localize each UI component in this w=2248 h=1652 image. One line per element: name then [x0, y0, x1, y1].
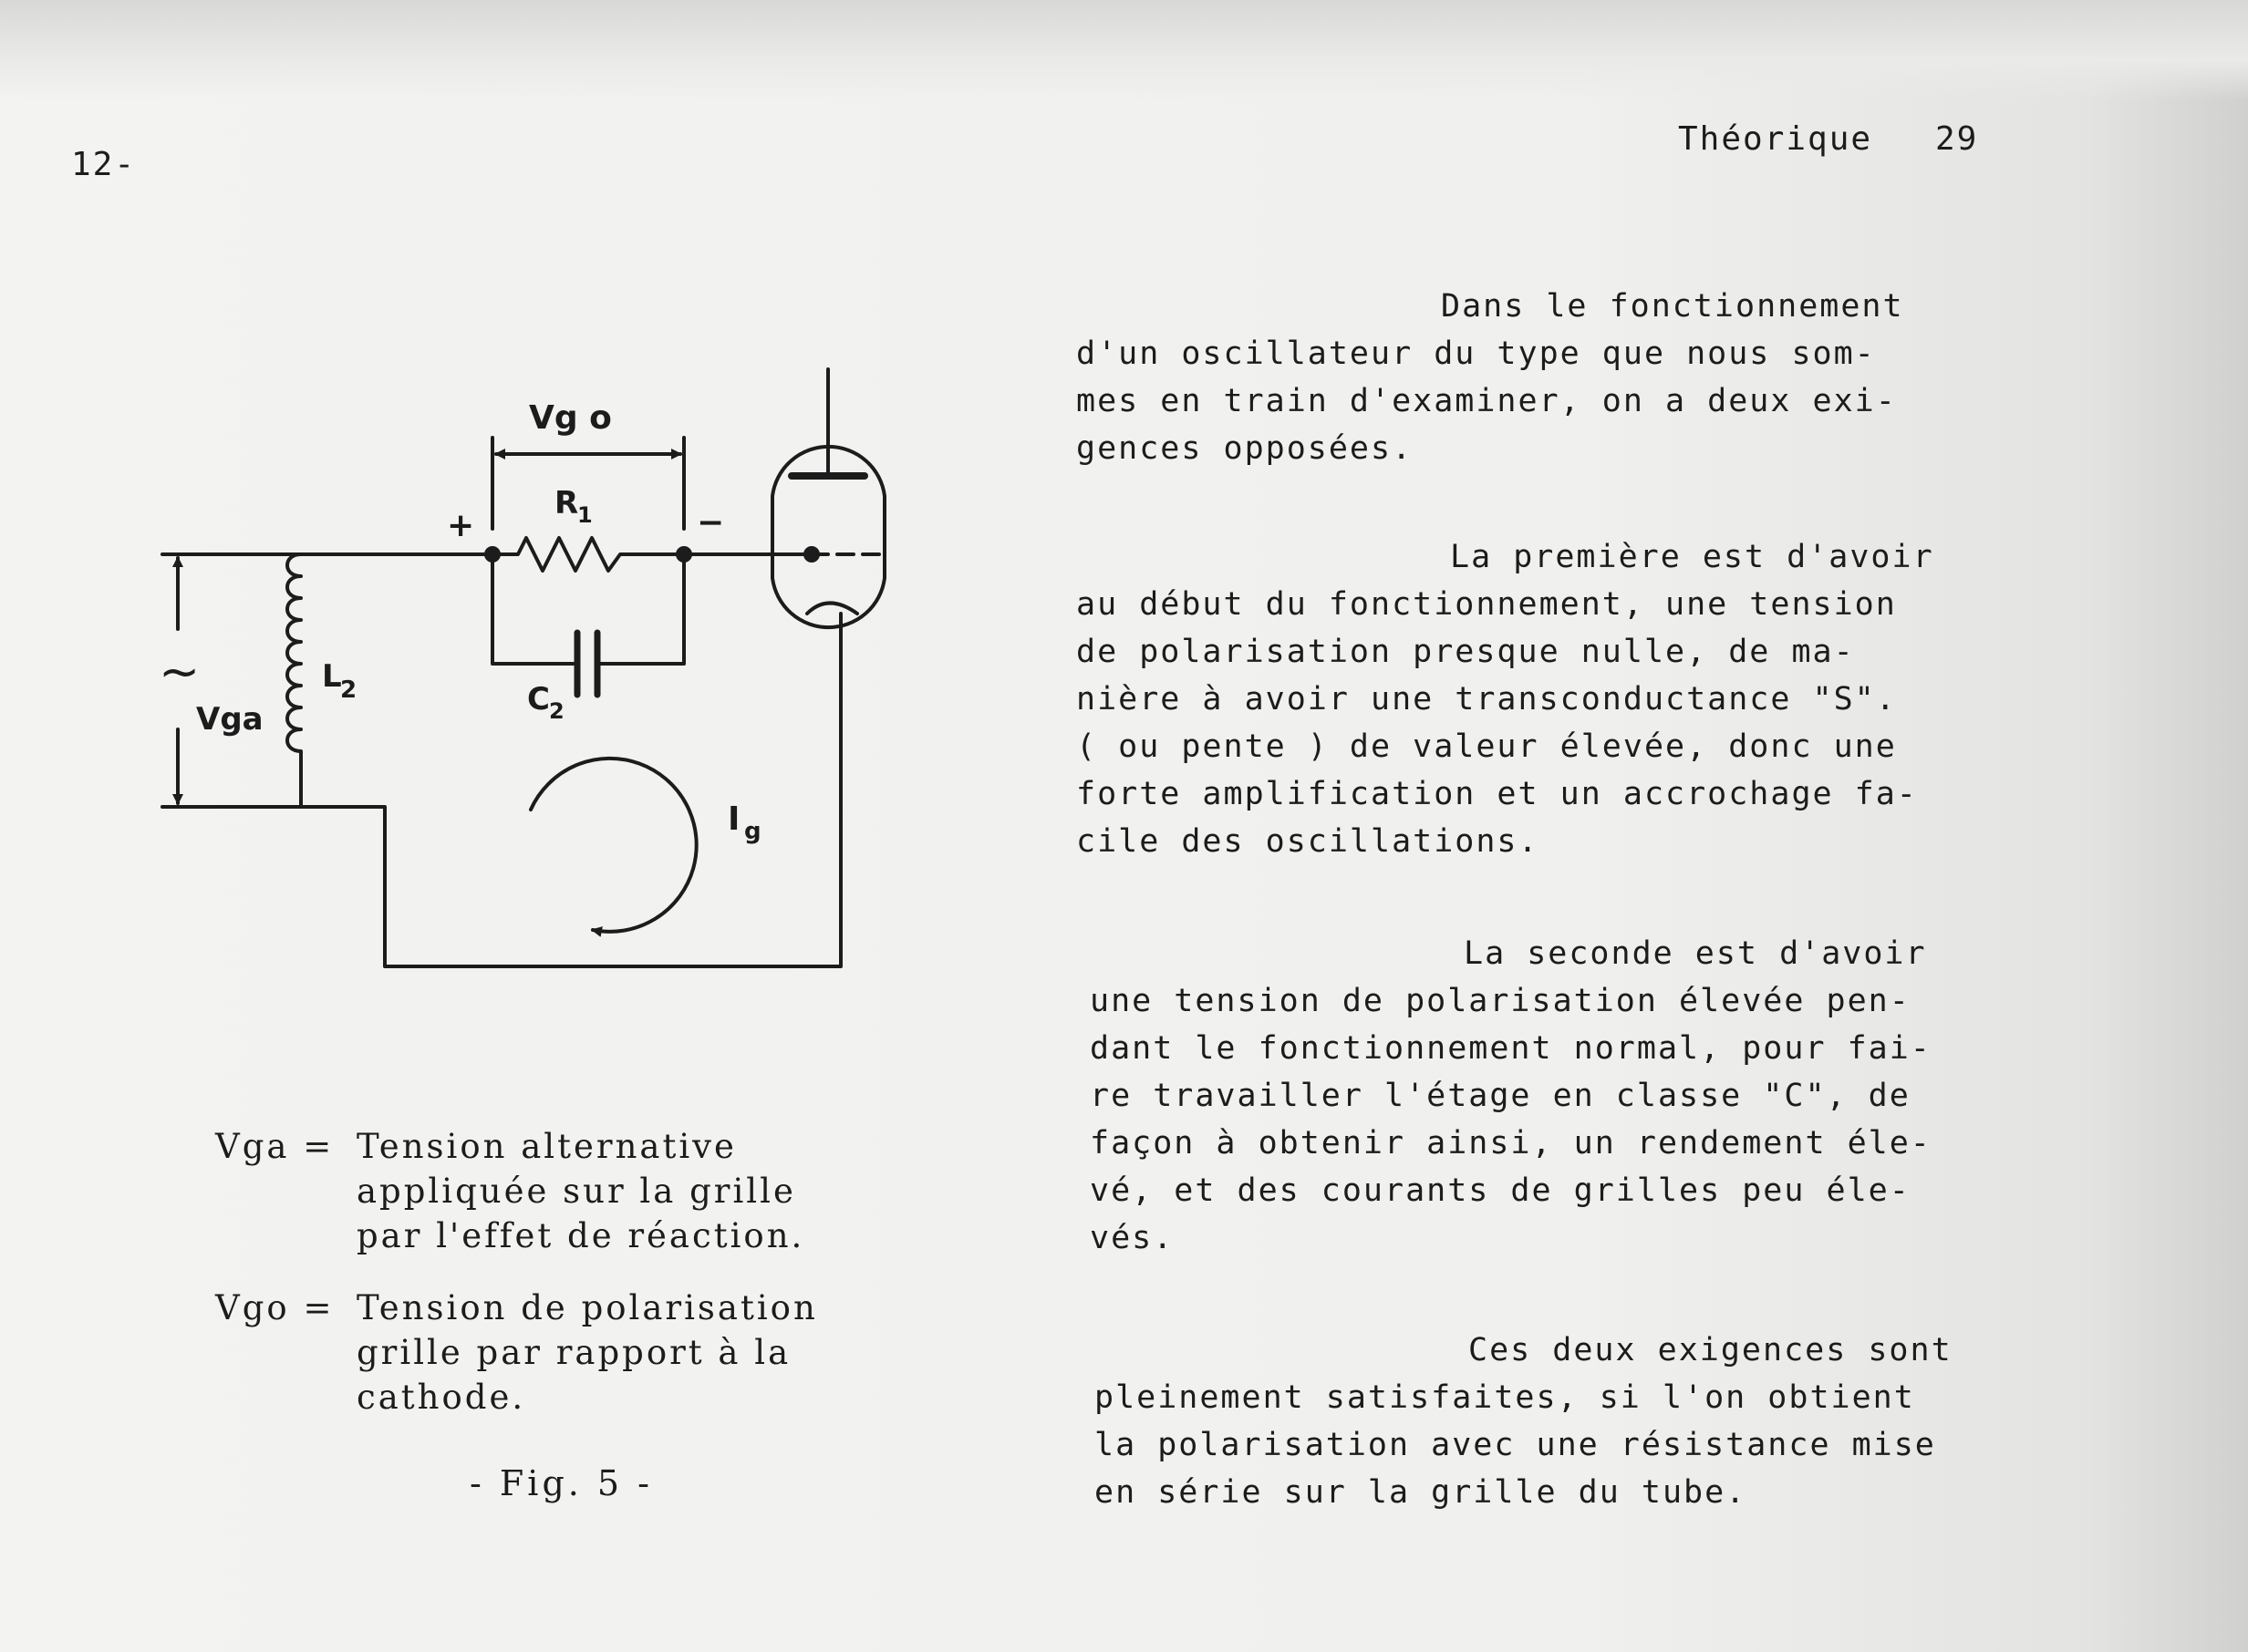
paragraph-line: une tension de polarisation élevée pen-: [1090, 983, 1911, 1019]
paragraph-line: nière à avoir une transconductance "S".: [1076, 681, 1897, 718]
page-number-left: 12-: [71, 146, 137, 183]
paragraph-line: La seconde est d'avoir: [1464, 935, 1927, 972]
capacitor-c2-leads: [492, 554, 684, 664]
paragraph-line: la polarisation avec une résistance mise: [1094, 1427, 1936, 1463]
legend-line: appliquée sur la grille: [357, 1172, 796, 1211]
page-number-right: 29: [1935, 120, 1979, 158]
paragraph-line: vé, et des courants de grilles peu éle-: [1090, 1172, 1911, 1209]
paragraph-line: de polarisation presque nulle, de ma-: [1076, 634, 1855, 670]
ac-source-symbol: ~: [159, 643, 201, 700]
legend-line: Tension alternative: [357, 1127, 737, 1166]
legend-line: Tension de polarisation: [357, 1288, 818, 1327]
paragraph-line: re travailler l'étage en classe "C", de: [1090, 1078, 1911, 1114]
legend-term: Vgo =: [215, 1288, 335, 1327]
paragraph-line: façon à obtenir ainsi, un rendement éle-: [1090, 1125, 1932, 1162]
paragraph-line: ( ou pente ) de valeur élevée, donc une: [1076, 728, 1897, 765]
paragraph-line: mes en train d'examiner, on a deux exi-: [1076, 383, 1897, 419]
circuit-wire-bottom-loop: [301, 614, 841, 966]
label-minus: −: [697, 504, 725, 542]
paragraph-line: forte amplification et un accrochage fa-: [1076, 776, 1918, 812]
label-l2: L: [322, 658, 342, 695]
label-r1-subscript: 1: [577, 502, 593, 528]
paragraph-line: au début du fonctionnement, une tension: [1076, 586, 1897, 623]
inductor-l2: [287, 554, 301, 807]
legend-line: cathode.: [357, 1378, 526, 1417]
node-r1-left: [486, 548, 499, 561]
label-r1: R: [554, 485, 579, 521]
node-grid: [805, 548, 818, 561]
paragraph-line: vés.: [1090, 1220, 1175, 1256]
legend-line: grille par rapport à la: [357, 1333, 792, 1372]
label-ig-subscript: g: [744, 818, 761, 845]
node-r1-right: [678, 548, 690, 561]
ig-current-loop-arrow: [531, 759, 697, 932]
resistor-r1: [492, 538, 684, 571]
label-l2-subscript: 2: [340, 676, 357, 704]
legend-term: Vga =: [215, 1127, 335, 1166]
label-c2: C: [527, 681, 550, 718]
paragraph-line: gences opposées.: [1076, 430, 1414, 467]
paragraph-line: Dans le fonctionnement: [1441, 288, 1904, 325]
paragraph: [1090, 930, 1932, 1262]
paragraph-line: dant le fonctionnement normal, pour fai-: [1090, 1030, 1932, 1067]
label-ig: I: [728, 800, 741, 838]
paragraph-line: d'un oscillateur du type que nous som-: [1076, 336, 1876, 372]
paragraph-line: cile des oscillations.: [1076, 823, 1539, 860]
running-header-title: Théorique: [1678, 120, 1873, 158]
paragraph-line: en série sur la grille du tube.: [1094, 1474, 1747, 1511]
paragraph: [1076, 533, 1934, 865]
paragraph-line: Ces deux exigences sont: [1468, 1332, 1953, 1368]
figure-caption: - Fig. 5 -: [470, 1463, 654, 1503]
label-vgo: Vg o: [529, 399, 612, 437]
paragraph-line: La première est d'avoir: [1450, 539, 1934, 575]
label-vga: Vga: [196, 701, 264, 738]
label-plus: +: [447, 507, 475, 544]
tube-cathode: [807, 604, 857, 614]
oscillator-circuit-diagram: [137, 346, 958, 1003]
paragraph-line: pleinement satisfaites, si l'on obtient: [1094, 1379, 1915, 1416]
label-c2-subscript: 2: [549, 698, 565, 724]
paragraph: [1076, 283, 1904, 472]
paragraph: [1094, 1327, 1953, 1516]
legend-line: par l'effet de réaction.: [357, 1216, 805, 1255]
